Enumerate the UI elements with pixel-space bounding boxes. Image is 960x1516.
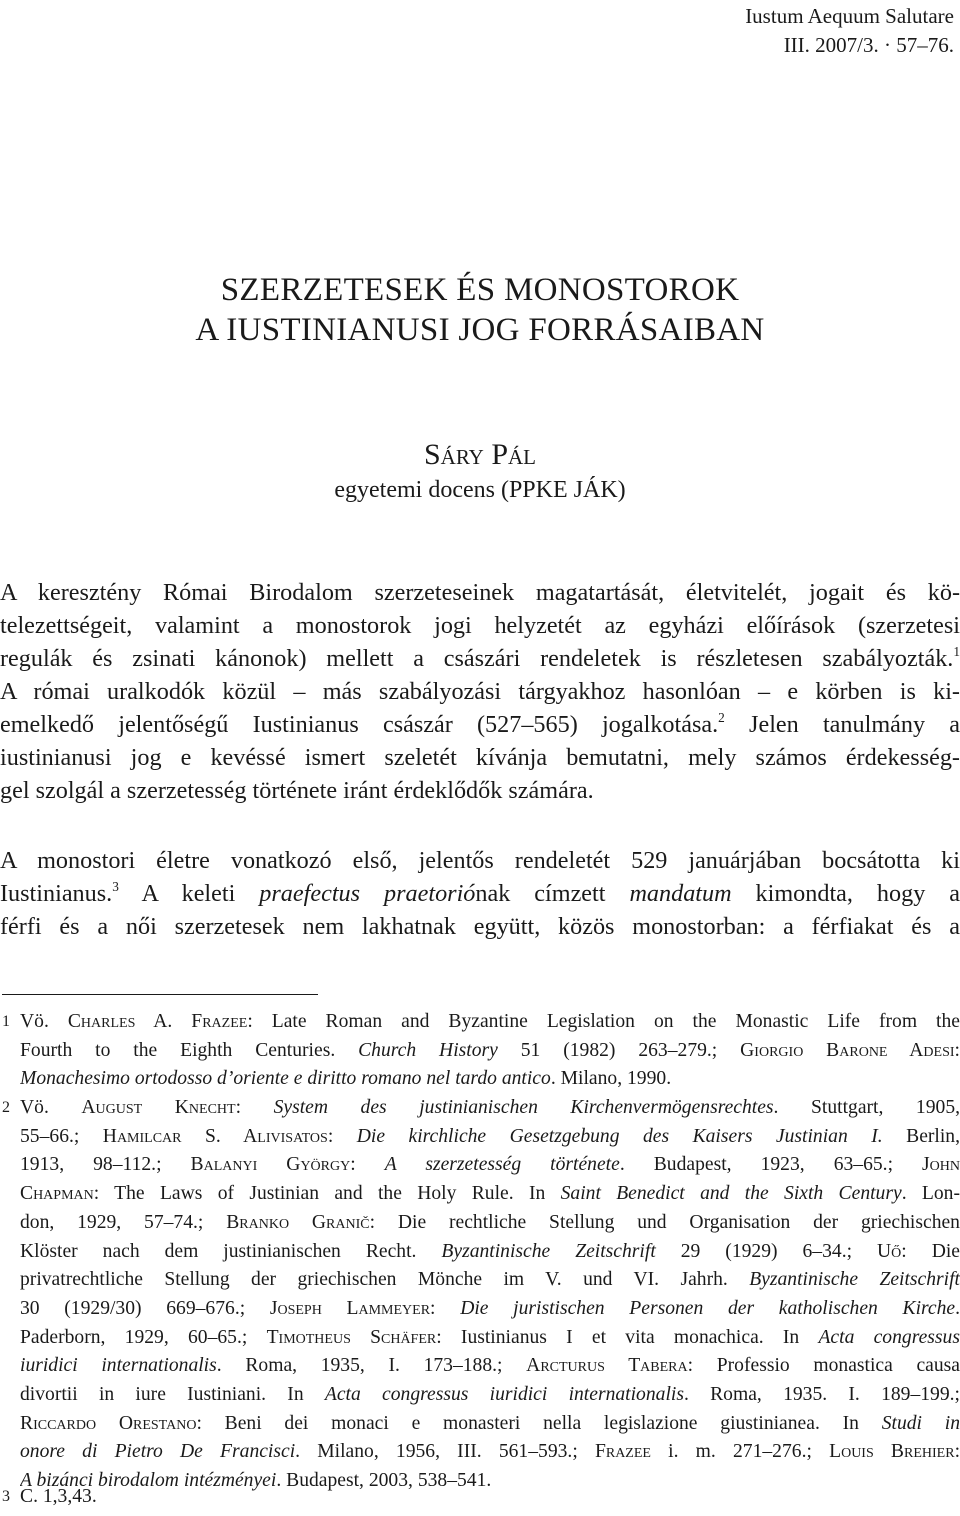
text-line: férfi és a női szerzetesek nem lakhatnak együtt, közös monostorban: a férfiakat és a xyxy=(0,913,960,940)
journal-issue: III. 2007/3. · 57–76. xyxy=(783,33,954,57)
text-line: A keresztény Római Birodalom szerzeteseinek magatartását, életvitelét, jogait és kö- xyxy=(0,579,960,606)
article-title xyxy=(0,270,960,350)
author-name: Sáry Pál xyxy=(423,438,537,471)
text-line: A római uralkodók közül – más szabályozási tárgyakhoz hasonlóan – e körben is ki- xyxy=(0,678,960,705)
footnote-2: 2 Vö. August Knecht: System des justinianischen Kirchenvermögensrechtes. Stuttgart, 1905, 55–66.; Hamilcar S. Alivisatos: Die kirchliche Gesetzgebung des Kaisers Justinian I. Berlin, 1913, 98–112.; Balanyi György: A szerzetesség története. Budapest, 1923, 63–65.; John Chapman: The Laws of Justinian and the Holy Rule. In Saint Benedict and the Sixth Century. Lon- don, 1929, 57–74.; Branko Granič: Die rechtliche Stellung und Organisation der griechischen Klöster nach dem justinianischen Recht. Byzantinische Zeitschrift 29 (1929) 6–34.; Uő: Die privatrechtliche Stellung der griechischen Mönche im V. und VI. Jahrh. Byzantinische Zeitschrift 30 (1929/30) 669–676.; Joseph Lammeyer: Die juristischen Personen der katholischen Kirche. Paderborn, 1929, 60–65.; Timotheus Schäfer: Iustinianus I et vita monachica. In Acta congressus iuridici internationalis. Roma, 1935, I. 173–188.; Arcturus Tabera: Professio monastica causa divortii in iure Iustiniani. In Acta congressus iuridici internationalis. Roma, 1935. I. 189–199.; Riccardo Orestano: Beni dei monaci e monasteri nella legislazione giustinianea. In Studi in onore di Pietro De Francisci. Milano, 1956, III. 561–593.; Frazee i. m. 271–276.; Louis Brehier: A bizánci birodalom intézményei. Budapest, 2003, 538–541. xyxy=(0,1094,960,1496)
footnote-3: 3 C. 1,3,43. xyxy=(0,1483,960,1512)
text-line: iustinianusi jog e kevéssé ismert szeletét kívánja bemutatni, mely számos érdekesség- xyxy=(0,744,960,771)
text-line: A monostori életre vonatkozó első, jelentős rendeletét 529 januárjában bocsátotta ki xyxy=(0,847,960,874)
footnote-number: 3 xyxy=(2,1488,10,1505)
text-line: telezettségeit, valamint a monostorok jogi helyzetét az egyházi előírások (szerzetesi xyxy=(0,612,960,639)
footnote-number: 1 xyxy=(2,1013,10,1030)
footnote-number: 2 xyxy=(2,1099,10,1116)
author-affiliation: egyetemi docens (PPKE JÁK) xyxy=(334,477,626,503)
title-line-1: SZERZETESEK ÉS MONOSTOROK xyxy=(220,272,740,308)
text-line: emelkedő jelentőségű Iustinianus császár (527–565) jogalkotása.$^2$ Jelen tanulmány a xyxy=(0,710,960,738)
footnote-marker-2[interactable]: 2 xyxy=(718,710,725,726)
title-line-2: A IUSTINIANUSI JOG FORRÁSAIBAN xyxy=(195,312,765,348)
journal-name: Iustum Aequum Salutare xyxy=(745,4,954,28)
footnote-1: 1 Vö. Charles A. Frazee: Late Roman and Byzantine Legislation on the Monastic Life from the Fourth to the Eighth Centuries. Church History 51 (1982) 263–279.; Giorgio Barone Adesi: Monachesimo ortodosso d’oriente e diritto romano nel tardo antico. Milano, 1990. xyxy=(0,1008,960,1094)
text-line: gel szolgál a szerzetesség története iránt érdeklődők számára. xyxy=(0,777,594,804)
text-line: Iustinianus.$^3$ A keleti praefectus praetoriónak címzett mandatum kimondta, hogy a xyxy=(0,879,960,907)
footnote-marker-3[interactable]: 3 xyxy=(112,879,119,895)
footnote-marker-1[interactable]: 1 xyxy=(953,644,960,660)
body-paragraph-2 xyxy=(0,844,960,943)
body-paragraph-1 xyxy=(0,576,960,807)
journal-citation xyxy=(745,2,954,60)
text-line: regulák és zsinati kánonok) mellett a császári rendeletek is részletesen szabályozták.$^1$ xyxy=(0,644,960,672)
footnote-separator xyxy=(2,994,318,995)
